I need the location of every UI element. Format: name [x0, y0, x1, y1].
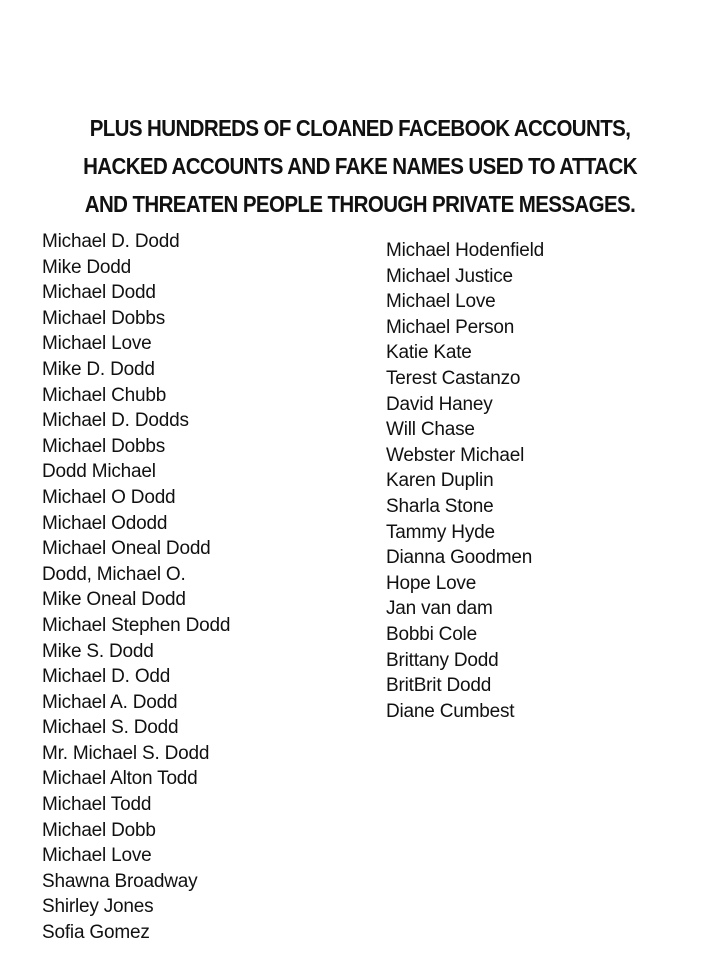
- list-item: Shawna Broadway: [42, 870, 198, 892]
- list-item: Mike S. Dodd: [42, 640, 154, 662]
- list-item: Mike Dodd: [42, 256, 132, 278]
- list-item: Mike D. Dodd: [42, 358, 155, 380]
- list-item: David Haney: [386, 393, 493, 415]
- list-item: Sofia Gomez: [42, 922, 150, 944]
- list-item: Michael Todd: [42, 794, 152, 816]
- list-item: Michael Stephen Dodd: [42, 614, 231, 636]
- list-item: Michael Love: [42, 845, 152, 867]
- list-item: Will Chase: [386, 419, 475, 441]
- list-item: Brittany Dodd: [386, 649, 499, 671]
- list-item: Dianna Goodmen: [386, 547, 533, 569]
- list-item: Katie Kate: [386, 342, 472, 364]
- list-item: Michael Chubb: [42, 384, 167, 406]
- list-item: Michael O Dodd: [42, 486, 176, 508]
- list-item: Dodd Michael: [42, 461, 156, 483]
- list-item: Diane Cumbest: [386, 700, 515, 722]
- list-item: Mike Oneal Dodd: [42, 589, 186, 611]
- left-name-list: [42, 229, 230, 946]
- list-item: Michael Hodenfield: [386, 240, 544, 261]
- list-item: Michael D. Dodds: [42, 410, 189, 432]
- headline: [0, 110, 720, 224]
- list-item: Michael Dobbs: [42, 307, 166, 329]
- list-item: Michael Person: [386, 316, 515, 338]
- list-item: Tammy Hyde: [386, 521, 495, 543]
- right-name-list: [386, 238, 544, 724]
- headline-line-1: PLUS HUNDREDS OF CLOANED FACEBOOK ACCOUNTS,: [89, 115, 631, 142]
- list-item: Michael Oneal Dodd: [42, 538, 211, 560]
- list-item: BritBrit Dodd: [386, 675, 492, 697]
- list-item: Michael Love: [42, 333, 152, 355]
- list-item: Terest Castanzo: [386, 367, 521, 389]
- list-item: Hope Love: [386, 572, 477, 594]
- list-item: Michael Dodd: [42, 282, 156, 304]
- list-item: Michael Alton Todd: [42, 768, 198, 790]
- list-item: Karen Duplin: [386, 470, 494, 492]
- list-item: Michael D. Odd: [42, 666, 171, 688]
- list-item: Dodd, Michael O.: [42, 563, 186, 585]
- list-item: Michael Dobb: [42, 819, 156, 841]
- list-item: Webster Michael: [386, 444, 525, 466]
- list-item: Mr. Michael S. Dodd: [42, 742, 210, 764]
- list-item: Michael A. Dodd: [42, 691, 178, 713]
- list-item: Bobbi Cole: [386, 623, 477, 645]
- list-item: Sharla Stone: [386, 495, 494, 517]
- headline-line-2: HACKED ACCOUNTS AND FAKE NAMES USED TO ATTACK: [83, 153, 637, 180]
- list-item: Michael Love: [386, 291, 496, 313]
- list-item: Michael Justice: [386, 265, 513, 287]
- list-item: Michael S. Dodd: [42, 717, 179, 739]
- list-item: Michael D. Dodd: [42, 231, 180, 252]
- list-item: Shirley Jones: [42, 896, 154, 918]
- list-item: Jan van dam: [386, 598, 493, 620]
- list-item: Michael Ododd: [42, 512, 168, 534]
- headline-line-3: AND THREATEN PEOPLE THROUGH PRIVATE MESSAGES.: [84, 191, 636, 218]
- list-item: Michael Dobbs: [42, 435, 166, 457]
